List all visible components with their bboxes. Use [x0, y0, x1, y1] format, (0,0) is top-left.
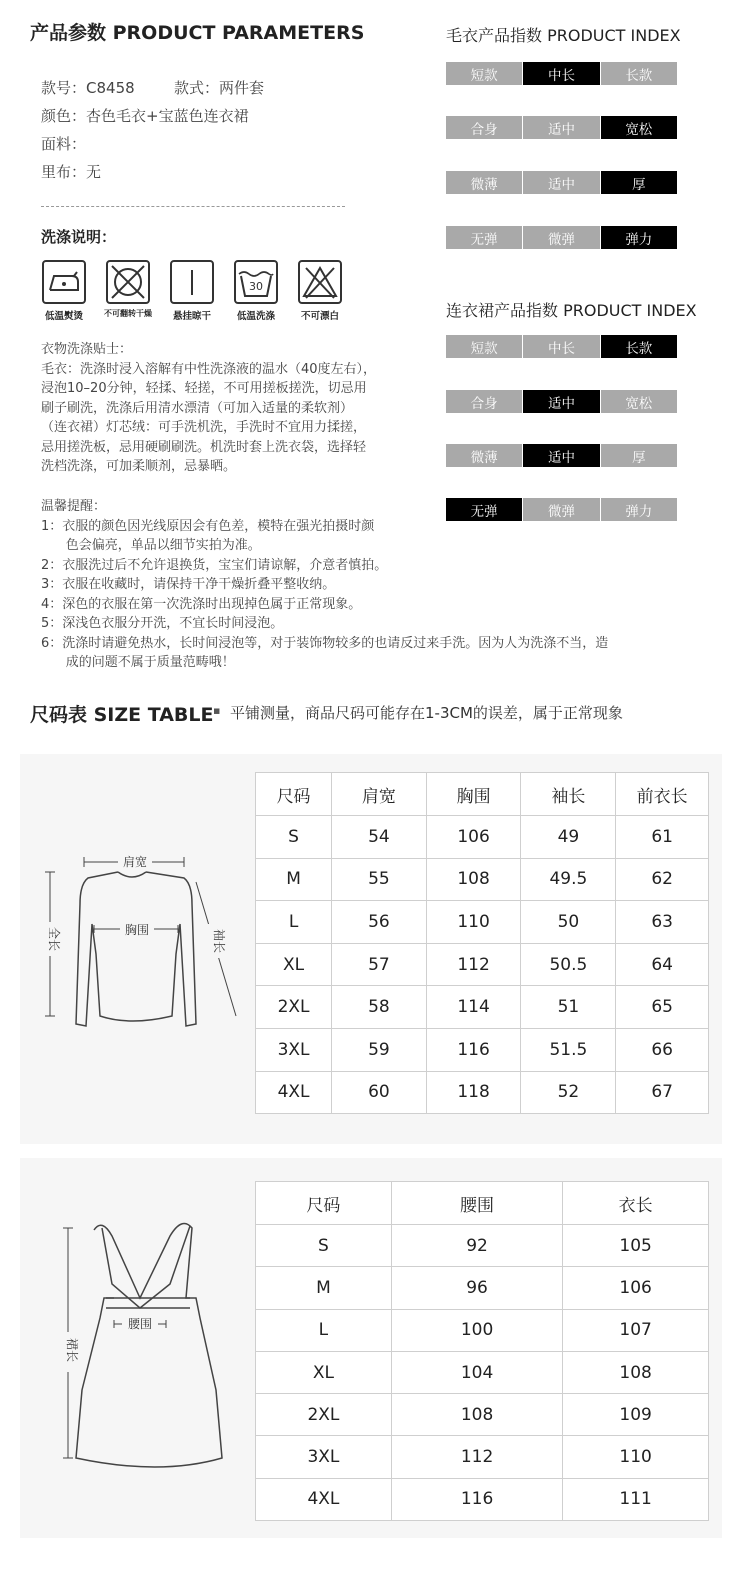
column-header: 袖长 [521, 773, 616, 816]
tip-line: 忌用搓洗板，忌用硬刷刷洗。机洗时套上洗衣袋，选择轻 [41, 439, 367, 455]
table-cell: 64 [616, 943, 709, 986]
index-option: 无弹 [446, 498, 523, 521]
style-value: 两件套 [219, 79, 265, 97]
table-cell: 54 [332, 816, 427, 859]
table-cell: 66 [616, 1028, 709, 1071]
table-row [256, 1267, 709, 1309]
table-cell: 58 [332, 986, 427, 1029]
index-option: 适中 [523, 116, 600, 139]
index-option: 微弹 [523, 498, 600, 521]
table-cell: 49 [521, 816, 616, 859]
reminder-block [41, 497, 608, 673]
table-header-row [256, 1182, 709, 1225]
table-cell: XL [256, 943, 332, 986]
tip-line: 毛衣：洗涤时浸入溶解有中性洗涤液的温水（40度左右）， [41, 361, 377, 377]
table-cell: S [256, 816, 332, 859]
table-row [256, 1478, 709, 1520]
table-row [256, 1309, 709, 1351]
table-cell: 3XL [256, 1028, 332, 1071]
table-row [256, 858, 709, 901]
table-cell: 62 [616, 858, 709, 901]
column-header: 肩宽 [332, 773, 427, 816]
color-value: 杏色毛衣+宝蓝色连衣裙 [86, 107, 249, 125]
reminder-line: 2：衣服洗过后不允许退换货，宝宝们请谅解，介意者慎拍。 [41, 557, 388, 573]
table-cell: 51 [521, 986, 616, 1029]
index-option: 长款 [601, 62, 677, 85]
sweater-index-row [446, 226, 677, 249]
lining-row [41, 161, 101, 182]
dress-index-row [446, 444, 677, 467]
table-cell: 106 [426, 816, 521, 859]
no-tumble-dry-icon [106, 260, 150, 304]
reminder-line: 3：衣服在收藏时，请保持干净干燥折叠平整收纳。 [41, 577, 336, 592]
index-option: 无弹 [446, 226, 523, 249]
index-option: 适中 [523, 171, 600, 194]
column-header: 衣长 [563, 1182, 709, 1225]
table-row [256, 1028, 709, 1071]
table-cell: 108 [391, 1394, 562, 1436]
index-option: 微薄 [446, 171, 523, 194]
dress-index-row [446, 498, 677, 521]
table-cell: M [256, 1267, 392, 1309]
column-header: 尺码 [256, 1182, 392, 1225]
tip-line: 刷子刷洗，洗涤后用清水漂清（可加入适量的柔软剂） [41, 400, 354, 416]
table-cell: 49.5 [521, 858, 616, 901]
no-bleach-icon [298, 260, 342, 304]
low-temp-iron-icon [42, 260, 86, 304]
sweater-diagram [20, 754, 255, 1144]
hang-dry-icon [170, 260, 214, 304]
style-no-row [41, 77, 135, 98]
reminder-line: 1：衣服的颜色因光线原因会有色差，模特在强光拍摄时颜 [41, 518, 375, 534]
reminder-line: 色会偏亮，单品以细节实拍为准。 [41, 538, 261, 553]
table-cell: 60 [332, 1071, 427, 1114]
lining-label: 里布： [41, 163, 87, 181]
table-cell: 112 [391, 1436, 562, 1478]
column-header: 前衣长 [616, 773, 709, 816]
table-header-row [256, 773, 709, 816]
care-label-2: 不可翻转干燥 [104, 309, 152, 318]
table-cell: 108 [563, 1351, 709, 1393]
table-row [256, 901, 709, 944]
length-label: 全长 [47, 926, 61, 952]
reminder-line: 成的问题不属于质量范畴哦！ [41, 655, 235, 670]
size-note: 平铺测量，商品尺码可能存在1-3CM的误差，属于正常现象 [230, 704, 623, 722]
reminder-line: 5：深浅色衣服分开洗，不宜长时间浸泡。 [41, 616, 284, 631]
table-cell: 59 [332, 1028, 427, 1071]
table-cell: M [256, 858, 332, 901]
table-row [256, 1225, 709, 1267]
tips-block [41, 340, 376, 477]
sweater-index-row [446, 62, 677, 85]
index-option: 宽松 [601, 116, 677, 139]
fabric-row [41, 133, 86, 154]
care-label-3: 悬挂晾干 [172, 311, 211, 322]
table-cell: S [256, 1225, 392, 1267]
table-cell: 105 [563, 1225, 709, 1267]
index-option: 中长 [523, 335, 600, 358]
sweater-index-row [446, 171, 677, 194]
size-note-bullet: ▪ [213, 704, 221, 717]
index-option: 微薄 [446, 444, 523, 467]
table-cell: 110 [426, 901, 521, 944]
dress-index-title: 连衣裙产品指数 PRODUCT INDEX [446, 301, 697, 320]
style-no-label: 款号： [41, 79, 87, 97]
params-title: 产品参数 PRODUCT PARAMETERS [30, 22, 365, 44]
table-cell: 110 [563, 1436, 709, 1478]
table-cell: 2XL [256, 1394, 392, 1436]
table-cell: L [256, 901, 332, 944]
table-cell: 52 [521, 1071, 616, 1114]
index-option: 合身 [446, 116, 523, 139]
table-cell: 61 [616, 816, 709, 859]
table-cell: 3XL [256, 1436, 392, 1478]
table-row [256, 943, 709, 986]
table-cell: 4XL [256, 1071, 332, 1114]
table-cell: 51.5 [521, 1028, 616, 1071]
care-label-4: 低温洗涤 [236, 311, 275, 322]
color-row [41, 105, 249, 126]
table-row [256, 1436, 709, 1478]
index-option: 厚 [601, 171, 677, 194]
table-cell: 4XL [256, 1478, 392, 1520]
tip-line: （连衣裙）灯芯绒：可手洗机洗，手洗时不宜用力揉搓， [41, 420, 367, 435]
index-option: 弹力 [601, 226, 677, 249]
index-option: 合身 [446, 390, 523, 413]
reminder-line: 6：洗涤时请避免热水，长时间浸泡等，对于装饰物较多的也请反过来手洗。因为人为洗涤不当，造 [41, 635, 609, 651]
tips-title: 衣物洗涤贴士： [41, 342, 133, 357]
table-cell: 106 [563, 1267, 709, 1309]
index-option: 厚 [601, 444, 677, 467]
tip-line: 浸泡10–20分钟，轻揉、轻搓，不可用搓板搓洗，切忌用 [41, 381, 367, 396]
sleeve-label: 袖长 [212, 928, 226, 954]
index-option: 微弹 [523, 226, 600, 249]
wash-30-icon [234, 260, 278, 304]
index-option: 中长 [523, 62, 600, 85]
color-label: 颜色： [41, 107, 87, 125]
dress-size-table [255, 1181, 709, 1521]
divider [41, 206, 345, 207]
table-row [256, 986, 709, 1029]
shoulder-label: 肩宽 [122, 855, 148, 869]
table-row [256, 1351, 709, 1393]
index-option: 短款 [446, 62, 523, 85]
table-cell: 116 [391, 1478, 562, 1520]
table-cell: 56 [332, 901, 427, 944]
index-option: 适中 [523, 444, 600, 467]
table-cell: 50 [521, 901, 616, 944]
dress-diagram [20, 1158, 255, 1538]
dress-length-label: 裙长 [65, 1337, 79, 1363]
table-cell: 96 [391, 1267, 562, 1309]
table-row [256, 1394, 709, 1436]
care-label-5: 不可漂白 [300, 311, 339, 322]
column-header: 尺码 [256, 773, 332, 816]
index-option: 短款 [446, 335, 523, 358]
dress-index-row [446, 335, 677, 358]
table-cell: 57 [332, 943, 427, 986]
style-row [174, 77, 264, 98]
wash-title: 洗涤说明： [41, 228, 117, 246]
table-cell: XL [256, 1351, 392, 1393]
style-no-value: C8458 [86, 79, 135, 97]
size-title: 尺码表 SIZE TABLE [30, 704, 214, 726]
table-cell: 104 [391, 1351, 562, 1393]
table-cell: 118 [426, 1071, 521, 1114]
wash-temp: 30 [249, 280, 263, 293]
column-header: 腰围 [391, 1182, 562, 1225]
chest-label: 胸围 [124, 923, 150, 937]
table-cell: 55 [332, 858, 427, 901]
lining-value: 无 [86, 163, 102, 181]
table-cell: L [256, 1309, 392, 1351]
table-cell: 111 [563, 1478, 709, 1520]
table-cell: 65 [616, 986, 709, 1029]
table-row [256, 1071, 709, 1114]
table-cell: 112 [426, 943, 521, 986]
column-header: 胸围 [426, 773, 521, 816]
style-label: 款式： [174, 79, 220, 97]
index-option: 弹力 [601, 498, 677, 521]
table-cell: 100 [391, 1309, 562, 1351]
table-row [256, 816, 709, 859]
table-cell: 114 [426, 986, 521, 1029]
sweater-size-table [255, 772, 709, 1114]
reminder-title: 温馨提醒： [41, 499, 107, 514]
fabric-label: 面料： [41, 135, 87, 153]
index-option: 长款 [601, 335, 677, 358]
table-cell: 107 [563, 1309, 709, 1351]
dress-index-row [446, 390, 677, 413]
table-cell: 50.5 [521, 943, 616, 986]
table-cell: 63 [616, 901, 709, 944]
waist-label: 腰围 [127, 1317, 153, 1331]
table-cell: 108 [426, 858, 521, 901]
table-cell: 109 [563, 1394, 709, 1436]
sweater-index-row [446, 116, 677, 139]
care-label-1: 低温熨烫 [44, 311, 83, 322]
table-cell: 116 [426, 1028, 521, 1071]
tip-line: 洗档洗涤，可加柔顺剂，忌暴晒。 [41, 459, 237, 474]
table-cell: 2XL [256, 986, 332, 1029]
reminder-line: 4：深色的衣服在第一次洗涤时出现掉色属于正常现象。 [41, 596, 362, 612]
sweater-index-title: 毛衣产品指数 PRODUCT INDEX [446, 26, 681, 45]
index-option: 适中 [523, 390, 600, 413]
index-option: 宽松 [601, 390, 677, 413]
table-cell: 67 [616, 1071, 709, 1114]
table-cell: 92 [391, 1225, 562, 1267]
